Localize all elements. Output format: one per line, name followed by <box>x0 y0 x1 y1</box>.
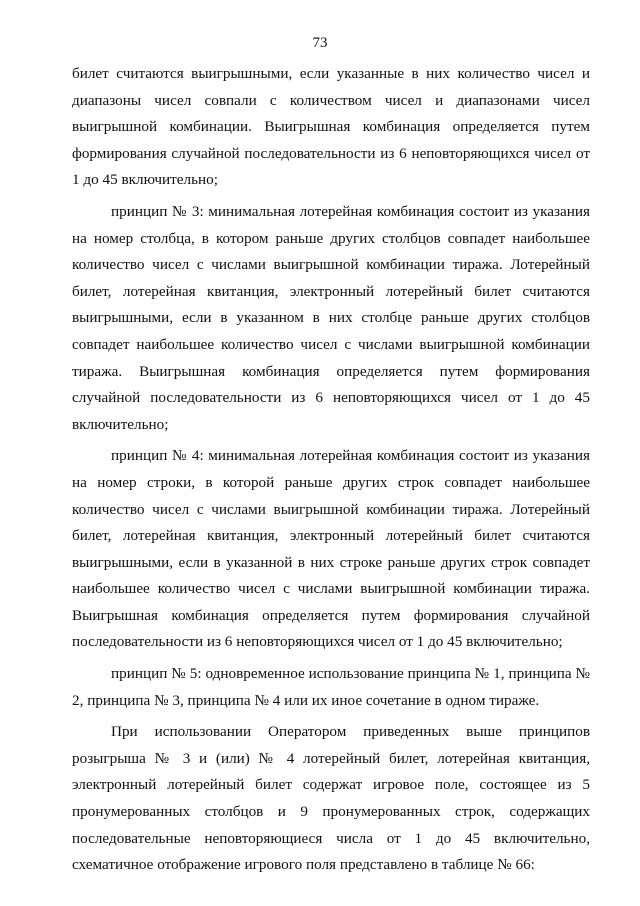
paragraph-continuation: билет считаются выигрышными, если указанные в них количество чисел и диапазоны чисел совпали с количеством чисел и диапазонами чисел выигрышной комбинации. Выигрышная комбинация определяется путем формирования случайной последовательности из 6 неповторяющихся чисел от 1 до 45 включительно; <box>72 65 590 189</box>
paragraph-principle-4: принцип № 4: минимальная лотерейная комбинация состоит из указания на номер строки, в которой раньше других строк совпадет наибольшее количество чисел с числами выигрышной комбинации тиража. Лотерейный билет, лотерейная квитанция, электронный лотерейный билет считаются выигрышными, если в указанной в них строке раньше других строк совпадет наибольшее количество чисел с числами выигрышной комбинации тиража. Выигрышная комбинация определяется путем формирования случайной последовательности из 6 неповторяющихся чисел от 1 до 45 включительно; <box>72 447 590 651</box>
document-body <box>72 61 590 879</box>
paragraph-principle-5: принцип № 5: одновременное использование принципа № 1, принципа № 2, принципа № 3, принципа № 4 или их иное сочетание в одном тираже. <box>72 665 590 709</box>
page-number: 73 <box>312 35 328 51</box>
paragraph-principle-3: принцип № 3: минимальная лотерейная комбинация состоит из указания на номер столбца, в котором раньше других столбцов совпадет наибольшее количество чисел с числами выигрышной комбинации тиража. Лотерейный билет, лотерейная квитанция, электронный лотерейный билет считаются выигрышными, если в указанном в них столбце раньше других столбцов совпадет наибольшее количество чисел с числами выигрышной комбинации тиража. Выигрышная комбинация определяется путем формирования случайной последовательности из 6 неповторяющихся чисел от 1 до 45 включительно; <box>72 202 590 433</box>
paragraph-game-field: При использовании Оператором приведенных выше принципов розыгрыша № 3 и (или) № 4 лотерейный билет, лотерейная квитанция, электронный лотерейный билет содержат игровое поле, состоящее из 5 пронумерованных столбцов и 9 пронумерованных строк, содержащих последовательные неповторяющиеся числа от 1 до 45 включительно, схематичное отображение игрового поля представлено в таблице № 66: <box>72 723 590 874</box>
